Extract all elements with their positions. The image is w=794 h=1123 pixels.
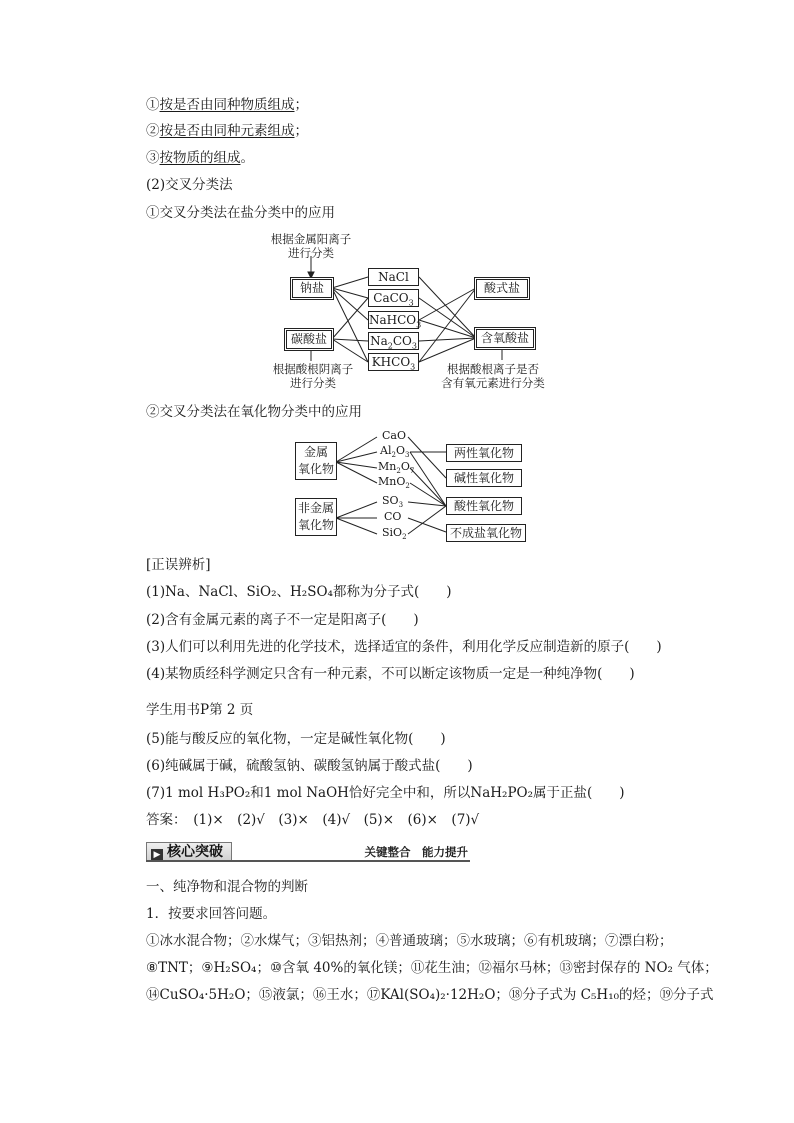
substance-list-row-3: ⑭CuSO₄·5H₂O；⑮液氯；⑯王水；⑰KAl(SO₄)₂·12H₂O；⑱分子式为 C₅H₁₀的烃；⑲分子式	[146, 987, 714, 1003]
salt-classification-diagram	[270, 228, 550, 393]
oxide-diagram-caption: ②交叉分类法在氧化物分类中的应用	[146, 404, 362, 420]
box-oxyacid-salt: 含氧酸盐	[476, 329, 534, 348]
play-icon: ▶	[151, 849, 163, 861]
box-nahco3: NaHCO$_3$	[369, 313, 422, 330]
banner-rule	[146, 860, 470, 862]
judge-q5: (5)能与酸反应的氧化物，一定是碱性氧化物( )	[146, 731, 446, 747]
box-metal-oxide: 金属 氧化物	[295, 442, 337, 480]
box-basic-oxide: 碱性氧化物	[446, 469, 522, 487]
question-1: 1．按要求回答问题。	[146, 906, 277, 922]
oxygen-note-line-1: 根据酸根离子是否	[447, 362, 539, 376]
box-nonmetal-oxide: 非金属 氧化物	[295, 498, 337, 536]
judge-q2: (2)含有金属元素的离子不一定是阳离子( )	[146, 612, 419, 628]
substance-list-row-2: ⑧TNT；⑨H₂SO₄；⑩含氧 40%的氧化镁；⑪花生油；⑫福尔马林；⑬密封保存的 NO₂ 气体；	[146, 960, 718, 976]
oxide-classification-diagram	[292, 428, 532, 546]
box-caco3: CaCO$_3$	[368, 289, 419, 307]
section-heading: 一、纯净物和混合物的判断	[146, 879, 308, 895]
anion-note-line-1: 根据酸根阴离子	[272, 362, 354, 376]
box-acidic-oxide: 酸性氧化物	[446, 497, 522, 515]
box-nacl: NaCl	[368, 268, 419, 286]
cation-note-line-1: 根据金属阳离子	[270, 232, 352, 246]
classification-item-2: ②按是否由同种元素组成；	[146, 123, 308, 139]
box-carbonate-salt: 碳酸盐	[286, 330, 332, 349]
banner-title: 核心突破	[167, 844, 223, 860]
formula-co: CO	[384, 510, 402, 523]
judge-q6: (6)纯碱属于碱，硫酸氢钠、碳酸氢钠属于酸式盐( )	[146, 758, 473, 774]
salt-diagram-caption: ①交叉分类法在盐分类中的应用	[146, 205, 335, 221]
formula-cao: CaO	[382, 429, 406, 442]
banner-subtitle: 关键整合 能力提升	[364, 845, 468, 859]
judge-heading: [正误辨析]	[146, 557, 211, 573]
cross-classification-heading: (2)交叉分类法	[146, 177, 233, 193]
formula-mno2: MnO$_2$	[378, 475, 410, 491]
box-na2co3: $Na_2CO_3$	[368, 332, 419, 350]
box-non-salt-forming-oxide: 不成盐氧化物	[446, 524, 526, 542]
banner-tag	[146, 842, 232, 862]
judge-q7: (7)1 mol H₃PO₂和1 mol NaOH恰好完全中和，所以NaH₂PO₂属于正盐( )	[146, 785, 625, 801]
judge-q3: (3)人们可以利用先进的化学技术，选择适宜的条件，利用化学反应制造新的原子( )	[146, 639, 662, 655]
formula-al2o3: $Al_2O_3$	[380, 444, 410, 460]
core-breakthrough-banner	[146, 842, 470, 862]
box-khco3: $KHCO_3$	[368, 353, 419, 371]
anion-note-line-2: 进行分类	[290, 376, 336, 390]
formula-sio2: SiO$_2$	[382, 526, 407, 542]
box-amphoteric-oxide: 两性氧化物	[446, 444, 522, 462]
page-reference: 学生用书P第 2 页	[146, 702, 254, 718]
box-sodium-salt: 钠盐	[292, 279, 332, 298]
formula-so3: $SO_3$	[382, 494, 404, 510]
box-acid-salt: 酸式盐	[476, 279, 528, 298]
cation-note-line-2: 进行分类	[288, 246, 334, 260]
formula-mn2o7: $Mn_2O_7$	[378, 460, 415, 476]
judge-q1: (1)Na、NaCl、SiO₂、H₂SO₄都称为分子式( )	[146, 584, 452, 600]
answer-line: 答案： (1)× (2)√ (3)× (4)√ (5)× (6)× (7)√	[146, 812, 480, 828]
judge-q4: (4)某物质经科学测定只含有一种元素，不可以断定该物质一定是一种纯净物( )	[146, 666, 635, 682]
substance-list-row-1: ①冰水混合物；②水煤气；③铝热剂；④普通玻璃；⑤水玻璃；⑥有机玻璃；⑦漂白粉；	[146, 933, 673, 949]
classification-item-3: ③按物质的组成。	[146, 150, 254, 166]
oxygen-note-line-2: 含有氧元素进行分类	[441, 376, 545, 390]
classification-item-1: ①按是否由同种物质组成；	[146, 97, 308, 113]
